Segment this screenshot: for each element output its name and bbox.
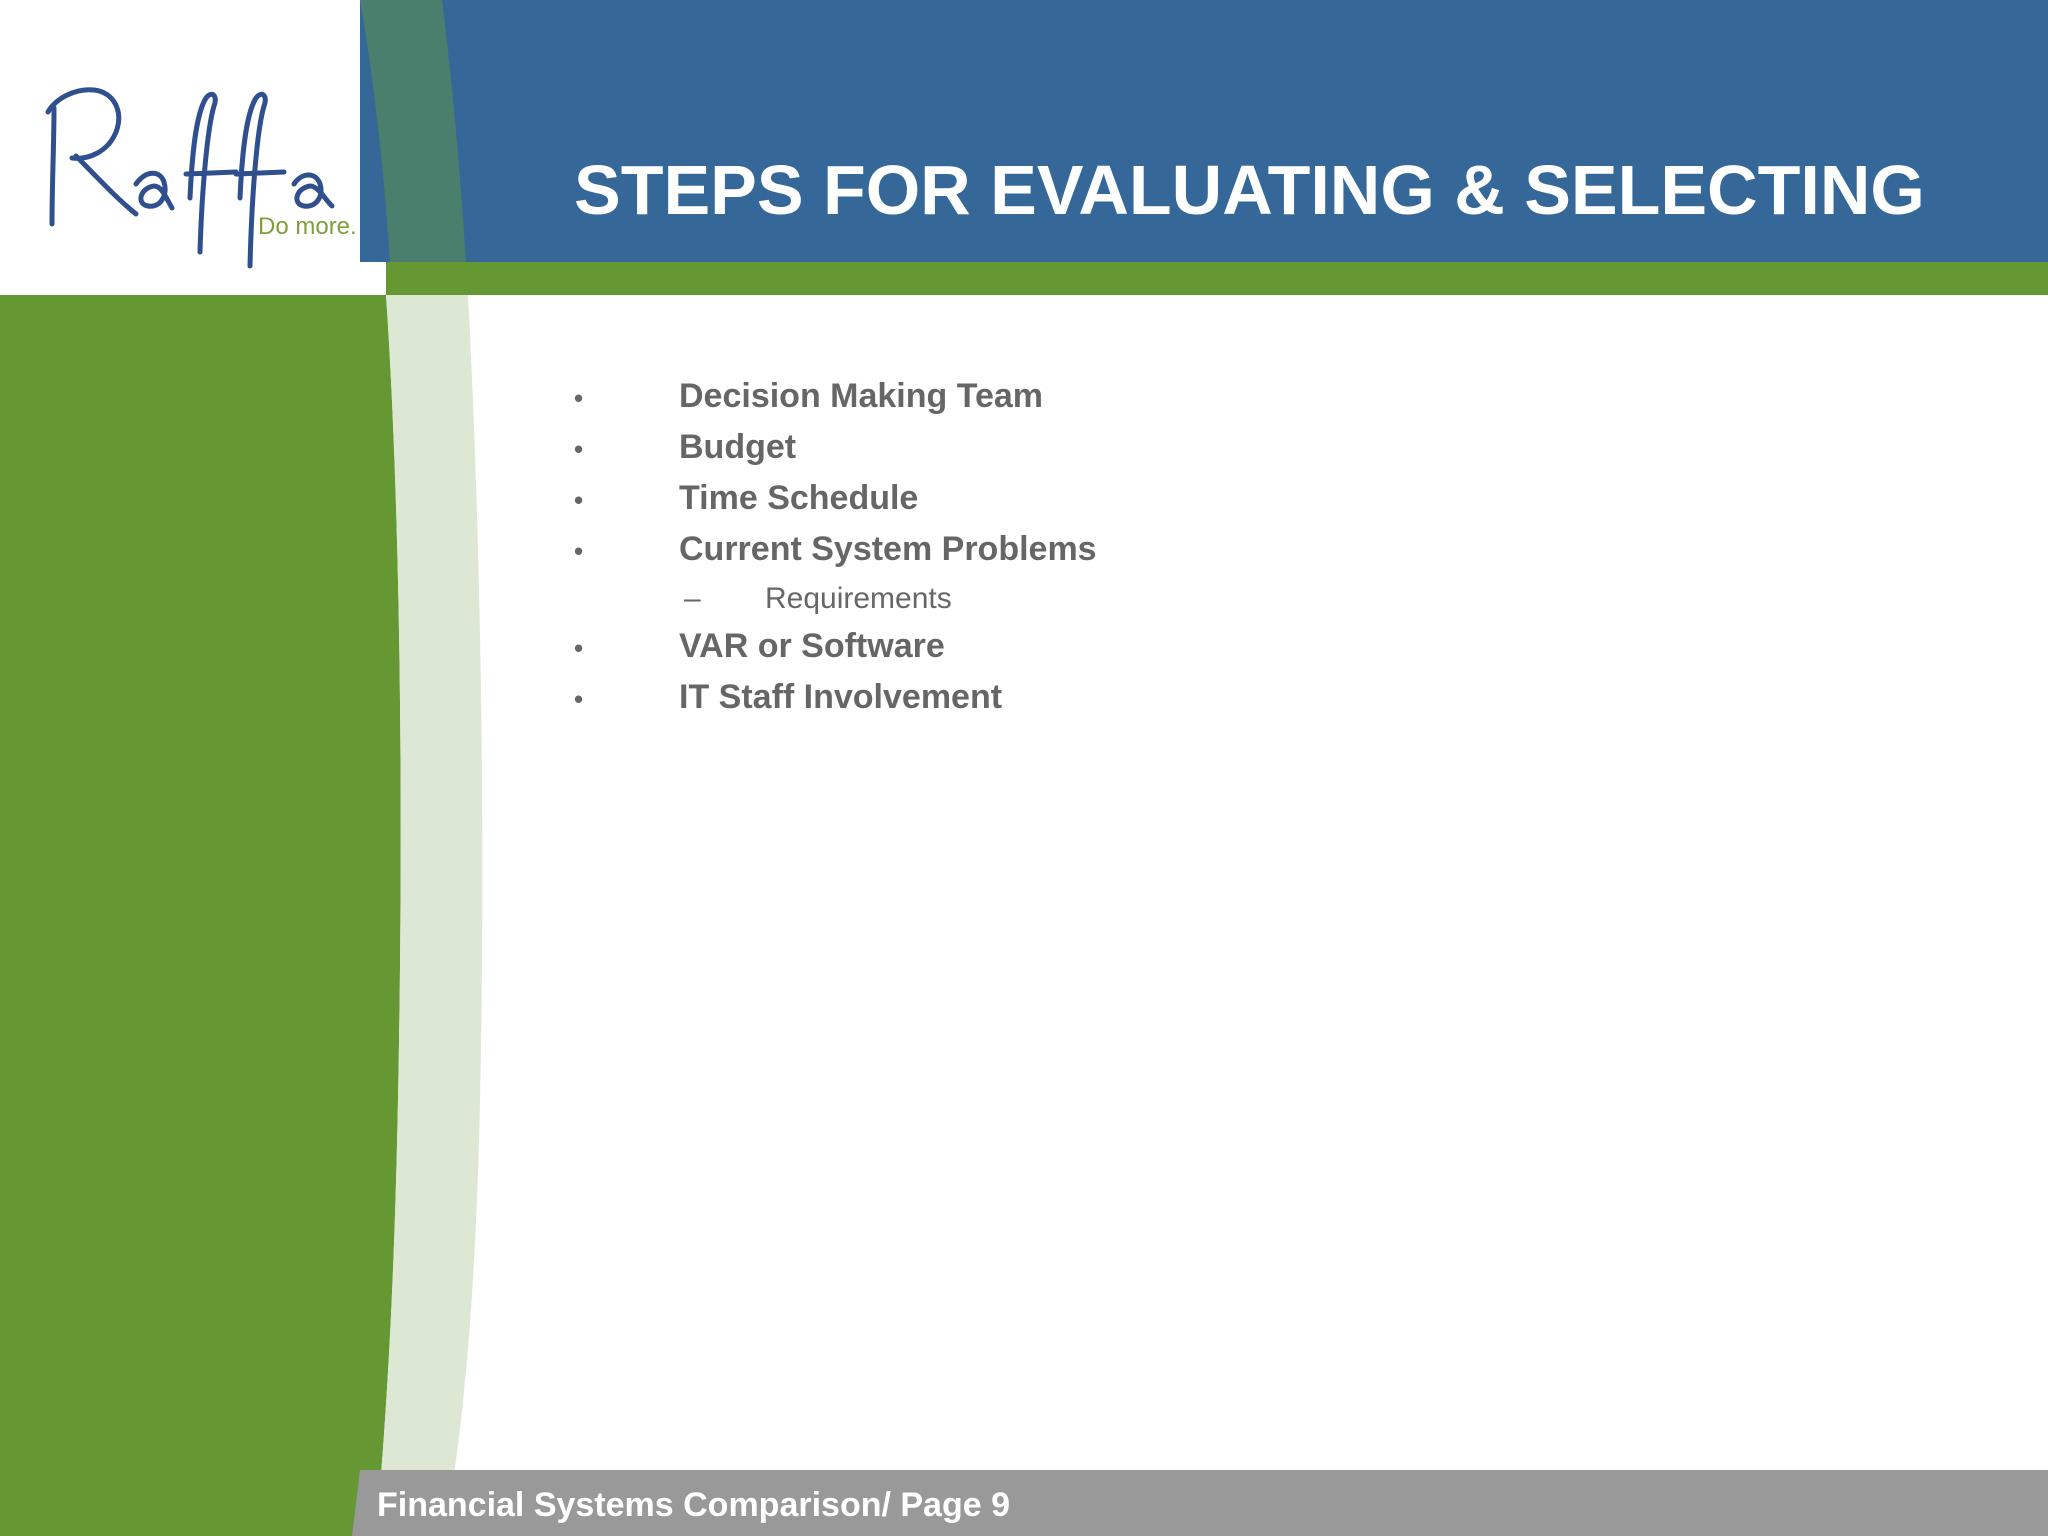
bullet-marker: • — [574, 536, 584, 566]
bullet-text: VAR or Software — [679, 627, 945, 665]
bullet-text: Decision Making Team — [679, 377, 1044, 415]
bullet-text: Current System Problems — [679, 530, 1097, 568]
bullet-item — [574, 525, 1097, 576]
green-rule — [386, 262, 2048, 295]
bullet-marker: • — [574, 434, 584, 464]
bullet-item — [574, 673, 1097, 724]
bullet-marker: • — [574, 383, 584, 413]
bullet-text: Budget — [679, 428, 797, 466]
slide-title: STEPS FOR EVALUATING & SELECTING — [574, 151, 1925, 229]
bullet-marker: • — [574, 485, 584, 515]
left-green-panel — [0, 295, 401, 1536]
bullet-marker: • — [574, 633, 584, 663]
sub-bullet-text: Requirements — [765, 582, 952, 615]
bullet-text: IT Staff Involvement — [679, 678, 1003, 716]
sub-bullet-marker: – — [684, 582, 701, 615]
sub-bullet-item — [574, 576, 1097, 622]
bullet-list — [574, 372, 1097, 724]
bullet-item — [574, 423, 1097, 474]
bullet-text: Time Schedule — [679, 479, 919, 517]
bullet-item — [574, 622, 1097, 673]
footer-text: Financial Systems Comparison/ Page 9 — [377, 1486, 1011, 1524]
bullet-item — [574, 372, 1097, 423]
bullet-marker: • — [574, 684, 584, 714]
logo-tagline: Do more. — [258, 213, 357, 240]
raffa-logo — [36, 74, 366, 274]
bullet-item — [574, 474, 1097, 525]
